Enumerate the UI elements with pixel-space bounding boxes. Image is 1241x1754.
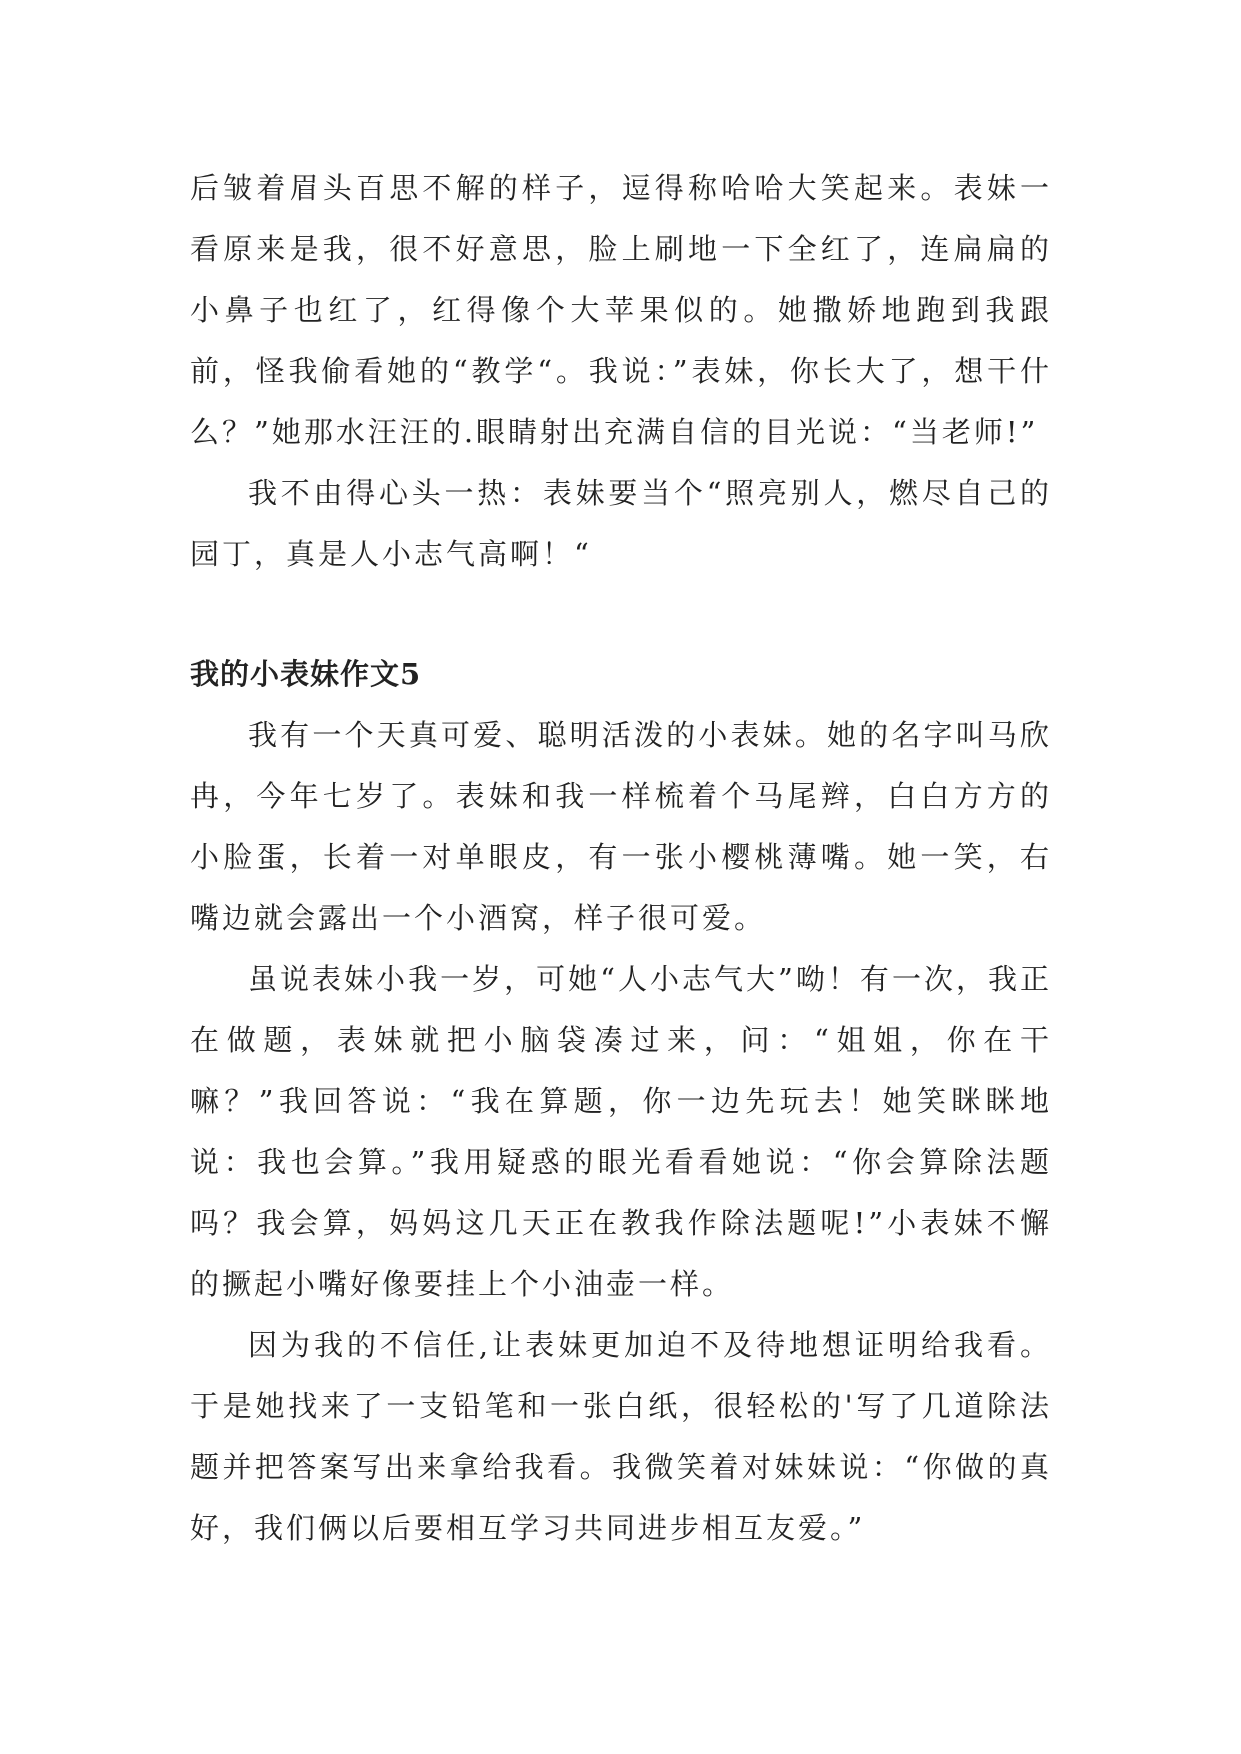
paragraph-section-1: 我有一个天真可爱、聪明活泼的小表妹。她的名字叫马欣冉，今年七岁了。表妹和我一样梳着个马尾辫，白白方方的小脸蛋，长着一对单眼皮，有一张小樱桃薄嘴。她一笑，右嘴边就会露出一个小酒窝，样子很可爱。 — [190, 718, 1052, 935]
section-title: 我的小表妹作文5 — [190, 657, 422, 691]
paragraph-continued-1: 后皱着眉头百思不解的样子，逗得称哈哈大笑起来。表妹一看原来是我，很不好意思，脸上刷地一下全红了，连扁扁的小鼻子也红了，红得像个大苹果似的。她撒娇地跑到我跟前，怪我偷看她的“教学“。我说：”表妹，你长大了，想干什么？”她那水汪汪的.眼睛射出充满自信的目光说：“当老师!” — [190, 171, 1052, 449]
paragraph-continued-2: 我不由得心头一热：表妹要当个“照亮别人，燃尽自己的园丁，真是人小志气高啊！“ — [190, 476, 1052, 571]
document-page — [190, 158, 1052, 1559]
paragraph-section-3: 因为我的不信任,让表妹更加迫不及待地想证明给我看。于是她找来了一支铅笔和一张白纸，很轻松的'写了几道除法题并把答案写出来拿给我看。我微笑着对妹妹说：“你做的真好，我们俩以后要相互学习共同进步相互友爱。” — [190, 1328, 1052, 1545]
paragraph-section-2: 虽说表妹小我一岁，可她“人小志气大”呦！有一次，我正在做题，表妹就把小脑袋凑过来，问：“姐姐，你在干嘛？”我回答说：“我在算题，你一边先玩去！她笑眯眯地说：我也会算。”我用疑惑的眼光看看她说：“你会算除法题吗？我会算，妈妈这几天正在教我作除法题呢!”小表妹不懈的撅起小嘴好像要挂上个小油壶一样。 — [190, 962, 1052, 1301]
